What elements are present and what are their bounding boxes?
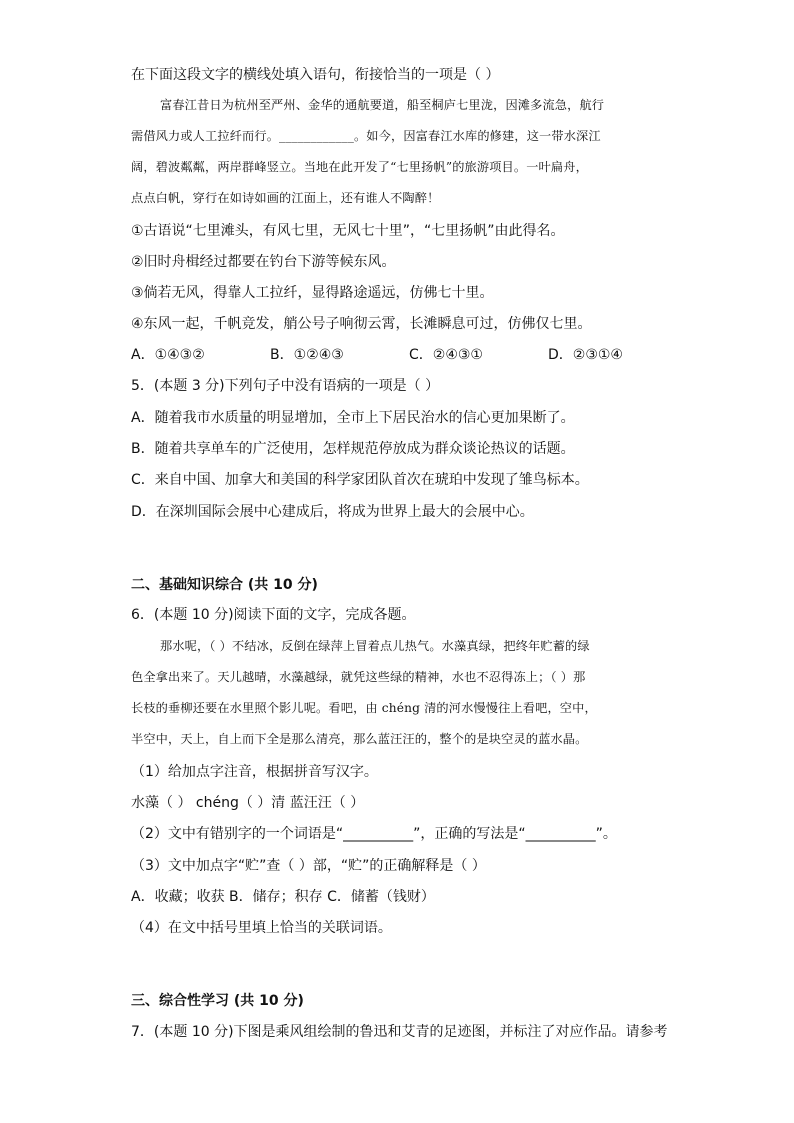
q6-passage-line-4: 半空中，天上，自上而下全是那么清亮，那么蓝汪汪的，整个的是块空灵的蓝水晶。 bbox=[131, 732, 588, 746]
q4-passage-line-4: 点点白帆，穿行在如诗如画的江面上，还有谁人不陶醉！ bbox=[131, 191, 440, 205]
q6-sub-4: （4）在文中括号里填上恰当的关联词语。 bbox=[131, 920, 392, 936]
q6-sub-3-options: A．收藏；收获 B．储存；积存 C．储蓄（钱财） bbox=[131, 889, 435, 905]
q5-option-d: D．在深圳国际会展中心建成后，将成为世界上最大的会展中心。 bbox=[131, 504, 534, 520]
q5-option-c: C．来自中国、加拿大和美国的科学家团队首次在琥珀中发现了雏鸟标本。 bbox=[131, 472, 589, 488]
q6-passage-line-1: 那水呢，（ ）不结冰，反倒在绿萍上冒着点儿热气。水藻真绿，把终年贮蓄的绿 bbox=[160, 639, 590, 653]
section-3-heading: 三、综合性学习 (共 10 分) bbox=[131, 993, 304, 1009]
q4-sentence-4: ④东风一起，千帆竞发，艄公号子响彻云霄，长滩瞬息可过，仿佛仅七里。 bbox=[131, 316, 592, 332]
q6-sub-2: （2）文中有错别字的一个词语是“__________”，正确的写法是“__________”。 bbox=[131, 826, 617, 842]
q4-option-b: B．①②④③ bbox=[270, 347, 344, 363]
q5-stem: 5．(本题 3 分)下列句子中没有语病的一项是（ ） bbox=[131, 378, 440, 394]
q5-option-b: B．随着共享单车的广泛使用，怎样规范停放成为群众谈论热议的话题。 bbox=[131, 441, 575, 457]
q6-passage-line-2: 色全拿出来了。天儿越晴，水藻越绿，就凭这些绿的精神，水也不忍得冻上；（ ）那 bbox=[131, 670, 586, 684]
q4-sentence-3: ③倘若无风，得靠人工拉纤，显得路途遥远，仿佛七十里。 bbox=[131, 285, 494, 301]
q6-sub-1-fill: 水藻（ ） chéng（ ）清 蓝汪汪（ ） bbox=[131, 795, 365, 811]
q5-option-a: A．随着我市水质量的明显增加，全市上下居民治水的信心更加果断了。 bbox=[131, 410, 575, 426]
q6-stem: 6．(本题 10 分)阅读下面的文字，完成各题。 bbox=[131, 607, 416, 623]
q4-passage-line-3: 阔，碧波粼粼，两岸群峰竖立。当地在此开发了“七里扬帆”的旅游项目。一叶扁舟， bbox=[131, 160, 588, 174]
q4-option-a: A．①④③② bbox=[131, 347, 205, 363]
q7-stem: 7．(本题 10 分)下图是乘风组绘制的鲁迅和艾青的足迹图，并标注了对应作品。请参考 bbox=[131, 1024, 668, 1040]
q4-passage-line-1: 富春江昔日为杭州至严州、金华的通航要道，船至桐庐七里泷，因滩多流急，航行 bbox=[160, 98, 605, 112]
q4-option-c: C．②④③① bbox=[409, 347, 483, 363]
q6-passage-line-3: 长枝的垂柳还要在水里照个影儿呢。看吧，由 chéng 清的河水慢慢往上看吧，空中， bbox=[131, 701, 597, 715]
q6-sub-1: （1）给加点字注音，根据拼音写汉字。 bbox=[131, 764, 378, 780]
q4-sentence-1: ①古语说“七里滩头，有风七里，无风七十里”，“七里扬帆”由此得名。 bbox=[131, 223, 565, 239]
q4-passage-line-2: 需借风力或人工拉纤而行。____________。如今，因富春江水库的修建，这一带水深江 bbox=[131, 129, 601, 143]
q4-option-d: D．②③①④ bbox=[548, 347, 623, 363]
q4-sentence-2: ②旧时舟楫经过都要在钓台下游等候东风。 bbox=[131, 254, 396, 270]
q4-stem: 在下面这段文字的横线处填入语句，衔接恰当的一项是（ ） bbox=[131, 67, 500, 83]
q6-sub-3: （3）文中加点字“贮”查（ ）部，“贮”的正确解释是（ ） bbox=[131, 858, 486, 874]
section-2-heading: 二、基础知识综合 (共 10 分) bbox=[131, 577, 318, 593]
